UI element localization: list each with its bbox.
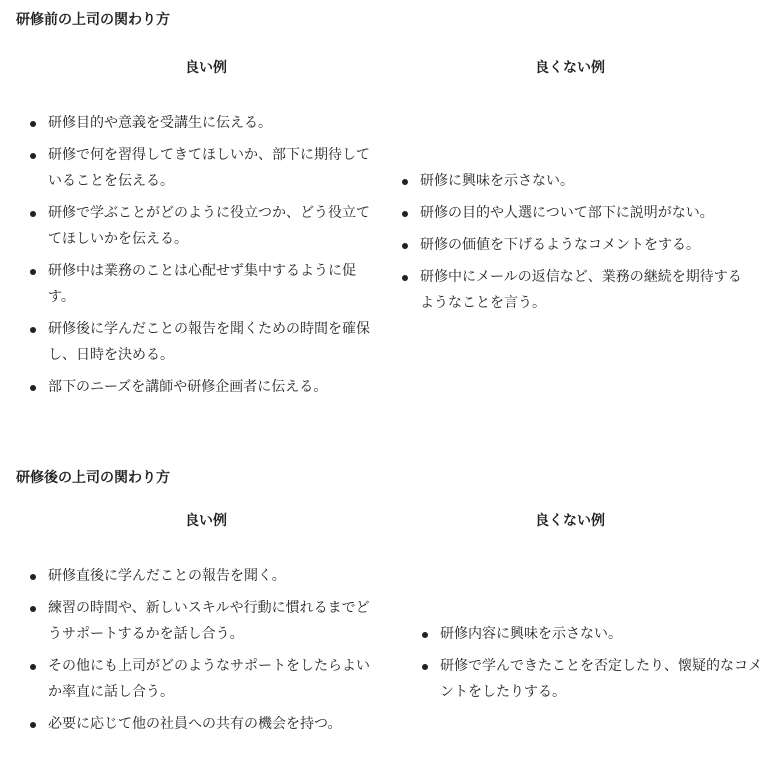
good-examples-list [26,110,382,406]
list-item: 部下のニーズを講師や研修企画者に伝える。 [26,374,382,400]
list-item: 研修直後に学んだことの報告を聞く。 [26,563,382,589]
list-item: 必要に応じて他の社員への共有の機会を持つ。 [26,711,382,737]
list-item: 研修に興味を示さない。 [398,168,748,194]
bad-examples-heading: 良くない例 [535,60,605,76]
list-item: 研修の目的や人選について部下に説明がない。 [398,200,748,226]
list-item: 研修で学ぶことがどのように役立つか、どう役立ててほしいかを伝える。 [26,200,382,252]
list-item: 研修中にメールの返信など、業務の継続を期待するようなことを言う。 [398,264,748,316]
list-item: 研修で何を習得してきてほしいか、部下に期待していることを伝える。 [26,142,382,194]
section-title-after-training: 研修後の上司の関わり方 [16,470,170,486]
section-title-before-training: 研修前の上司の関わり方 [16,12,170,28]
good-examples-list [26,563,382,743]
list-item: 練習の時間や、新しいスキルや行動に慣れるまでどうサポートするかを話し合う。 [26,595,382,647]
good-examples-heading: 良い例 [185,60,227,76]
list-item: その他にも上司がどのようなサポートをしたらよいか率直に話し合う。 [26,653,382,705]
list-item: 研修内容に興味を示さない。 [418,621,768,647]
bad-examples-list [418,621,768,711]
bad-examples-heading: 良くない例 [535,513,605,529]
bad-examples-list [398,168,748,322]
list-item: 研修で学んできたことを否定したり、懐疑的なコメントをしたりする。 [418,653,768,705]
list-item: 研修目的や意義を受講生に伝える。 [26,110,382,136]
list-item: 研修中は業務のことは心配せず集中するように促す。 [26,258,382,310]
list-item: 研修の価値を下げるようなコメントをする。 [398,232,748,258]
list-item: 研修後に学んだことの報告を聞くための時間を確保し、日時を決める。 [26,316,382,368]
good-examples-heading: 良い例 [185,513,227,529]
